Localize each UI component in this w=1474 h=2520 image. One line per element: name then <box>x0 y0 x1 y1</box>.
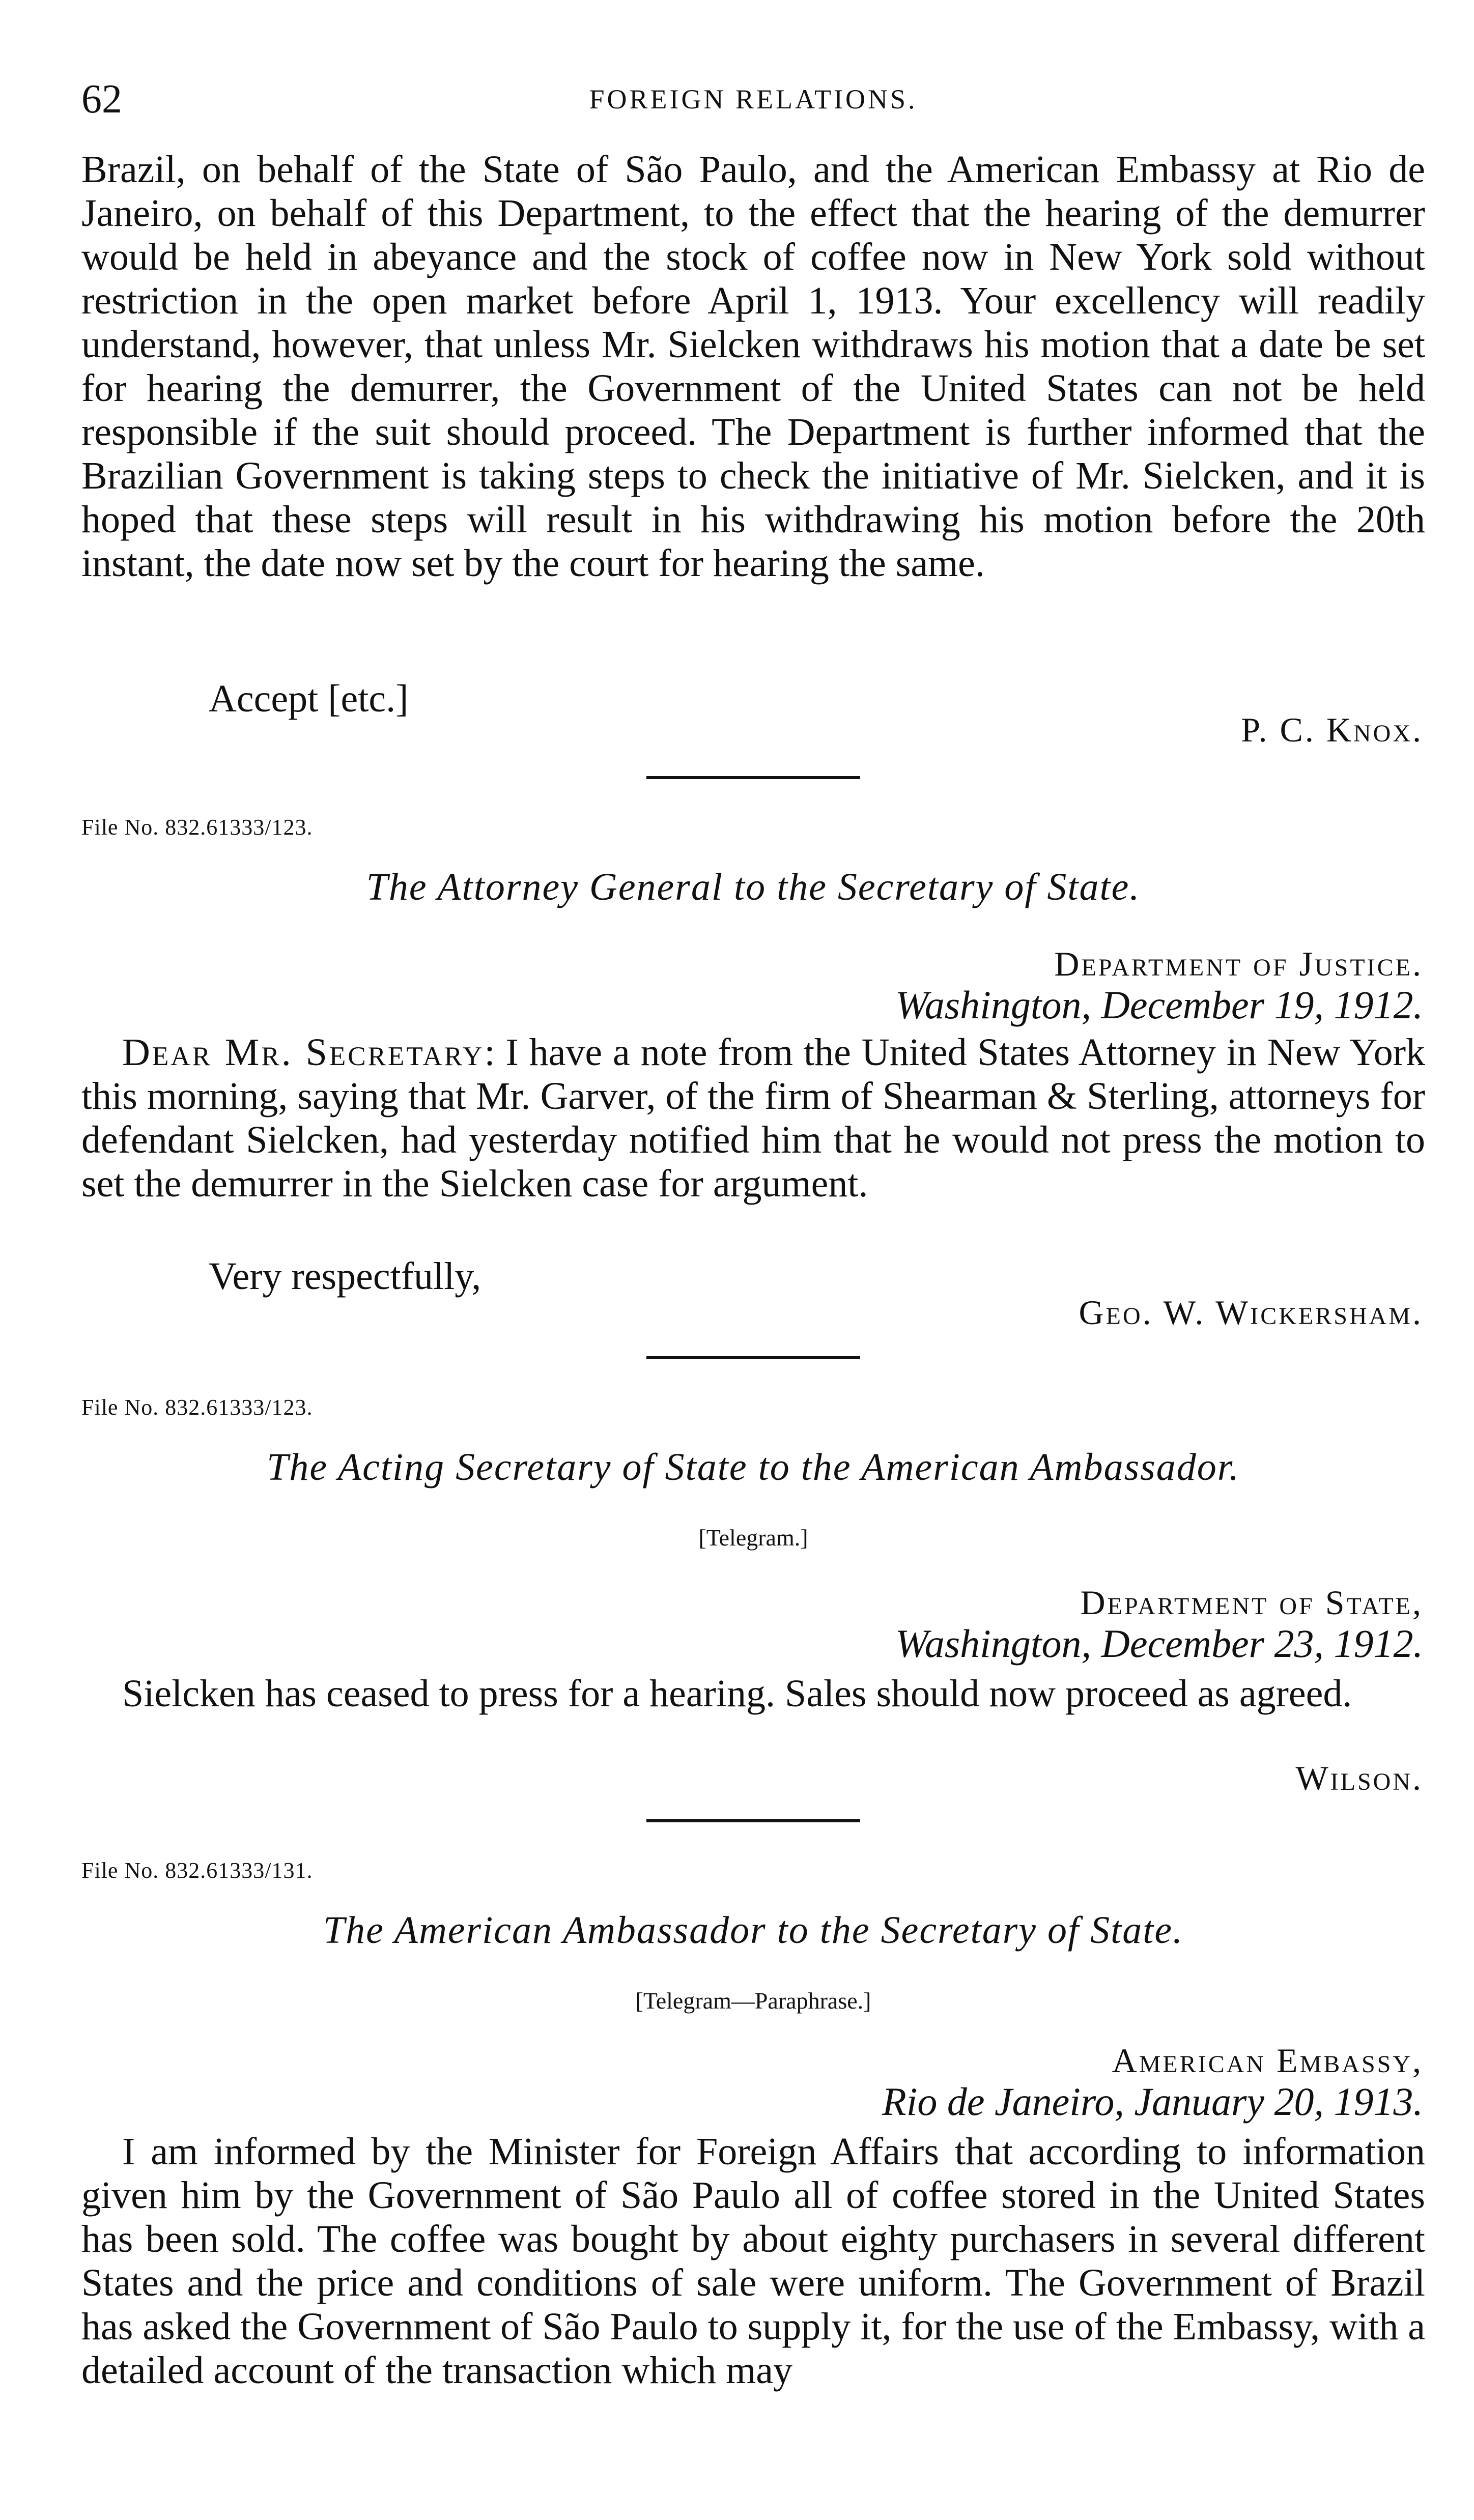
document-signature: Wilson. <box>1295 1759 1423 1797</box>
continuation-signature: P. C. Knox. <box>1241 710 1423 749</box>
document-body <box>81 1030 1425 1206</box>
document-closing: Very respectfully, <box>209 1255 481 1298</box>
document-title: The Acting Secretary of State to the American Ambassador. <box>267 1446 1240 1488</box>
page-number: 62 <box>81 77 122 122</box>
document-body: Sielcken has ceased to press for a hearing. Sales should now proceed as agreed. <box>122 1672 1352 1715</box>
sender-place: Department of Justice. <box>1054 944 1423 983</box>
continuation-closing: Accept [etc.] <box>209 677 409 720</box>
file-number: File No. 832.61333/123. <box>81 815 313 840</box>
document-date: Washington, December 19, 1912. <box>895 983 1423 1027</box>
document-note: [Telegram.] <box>698 1525 808 1551</box>
document-date: Rio de Janeiro, January 20, 1913. <box>882 2079 1423 2124</box>
document-date: Washington, December 23, 1912. <box>895 1621 1423 1666</box>
sender-place: Department of State, <box>1080 1583 1423 1622</box>
document-signature: Geo. W. Wickersham. <box>1079 1293 1423 1332</box>
document-title: The Attorney General to the Secretary of State. <box>366 866 1141 908</box>
salutation: Dear Mr. Secretary <box>122 1031 485 1074</box>
document-body: I am informed by the Minister for Foreign Affairs that according to information given him by the Government of São Paulo all of coffee stored in the United States has been sold. The coffee was bought by about eighty purchasers in several different States and the price and conditions of sale were uniform. The Government of Brazil has asked the Government of São Paulo to supply it, for the use of the Embassy, with a detailed account of the transaction which may <box>81 2130 1425 2392</box>
running-title: FOREIGN RELATIONS. <box>589 84 918 114</box>
document-title: The American Ambassador to the Secretary of State. <box>323 1909 1184 1952</box>
sender-place: American Embassy, <box>1112 2041 1423 2080</box>
section-divider <box>646 1356 860 1359</box>
document-note: [Telegram—Paraphrase.] <box>635 1988 871 2014</box>
body-text: : I have a note from the United States Attorney in New York this morning, saying that Mr. Garver, of the firm of Shearman & Sterling, attorneys for defendant Sielcken, had yesterday notified him that he would not press the motion to set the demurrer in the Sielcken case for argument. <box>81 1031 1425 1205</box>
section-divider <box>646 1819 860 1822</box>
continuation-paragraph: Brazil, on behalf of the State of São Paulo, and the American Embassy at Rio de Janeiro, on behalf of this Department, to the effect that the hearing of the demurrer would be held in abeyance and the stock of coffee now in New York sold without restriction in the open market before April 1, 1913. Your excellency will readily understand, however, that unless Mr. Sielcken withdraws his motion that a date be set for hearing the demurrer, the Government of the United States can not be held responsible if the suit should proceed. The Department is further informed that the Brazilian Government is taking steps to check the initiative of Mr. Sielcken, and it is hoped that these steps will result in his withdrawing his motion before the 20th instant, the date now set by the court for hearing the same. <box>81 148 1425 585</box>
page-header <box>81 76 1425 127</box>
file-number: File No. 832.61333/123. <box>81 1395 313 1420</box>
section-divider <box>646 776 860 779</box>
file-number: File No. 832.61333/131. <box>81 1858 313 1883</box>
